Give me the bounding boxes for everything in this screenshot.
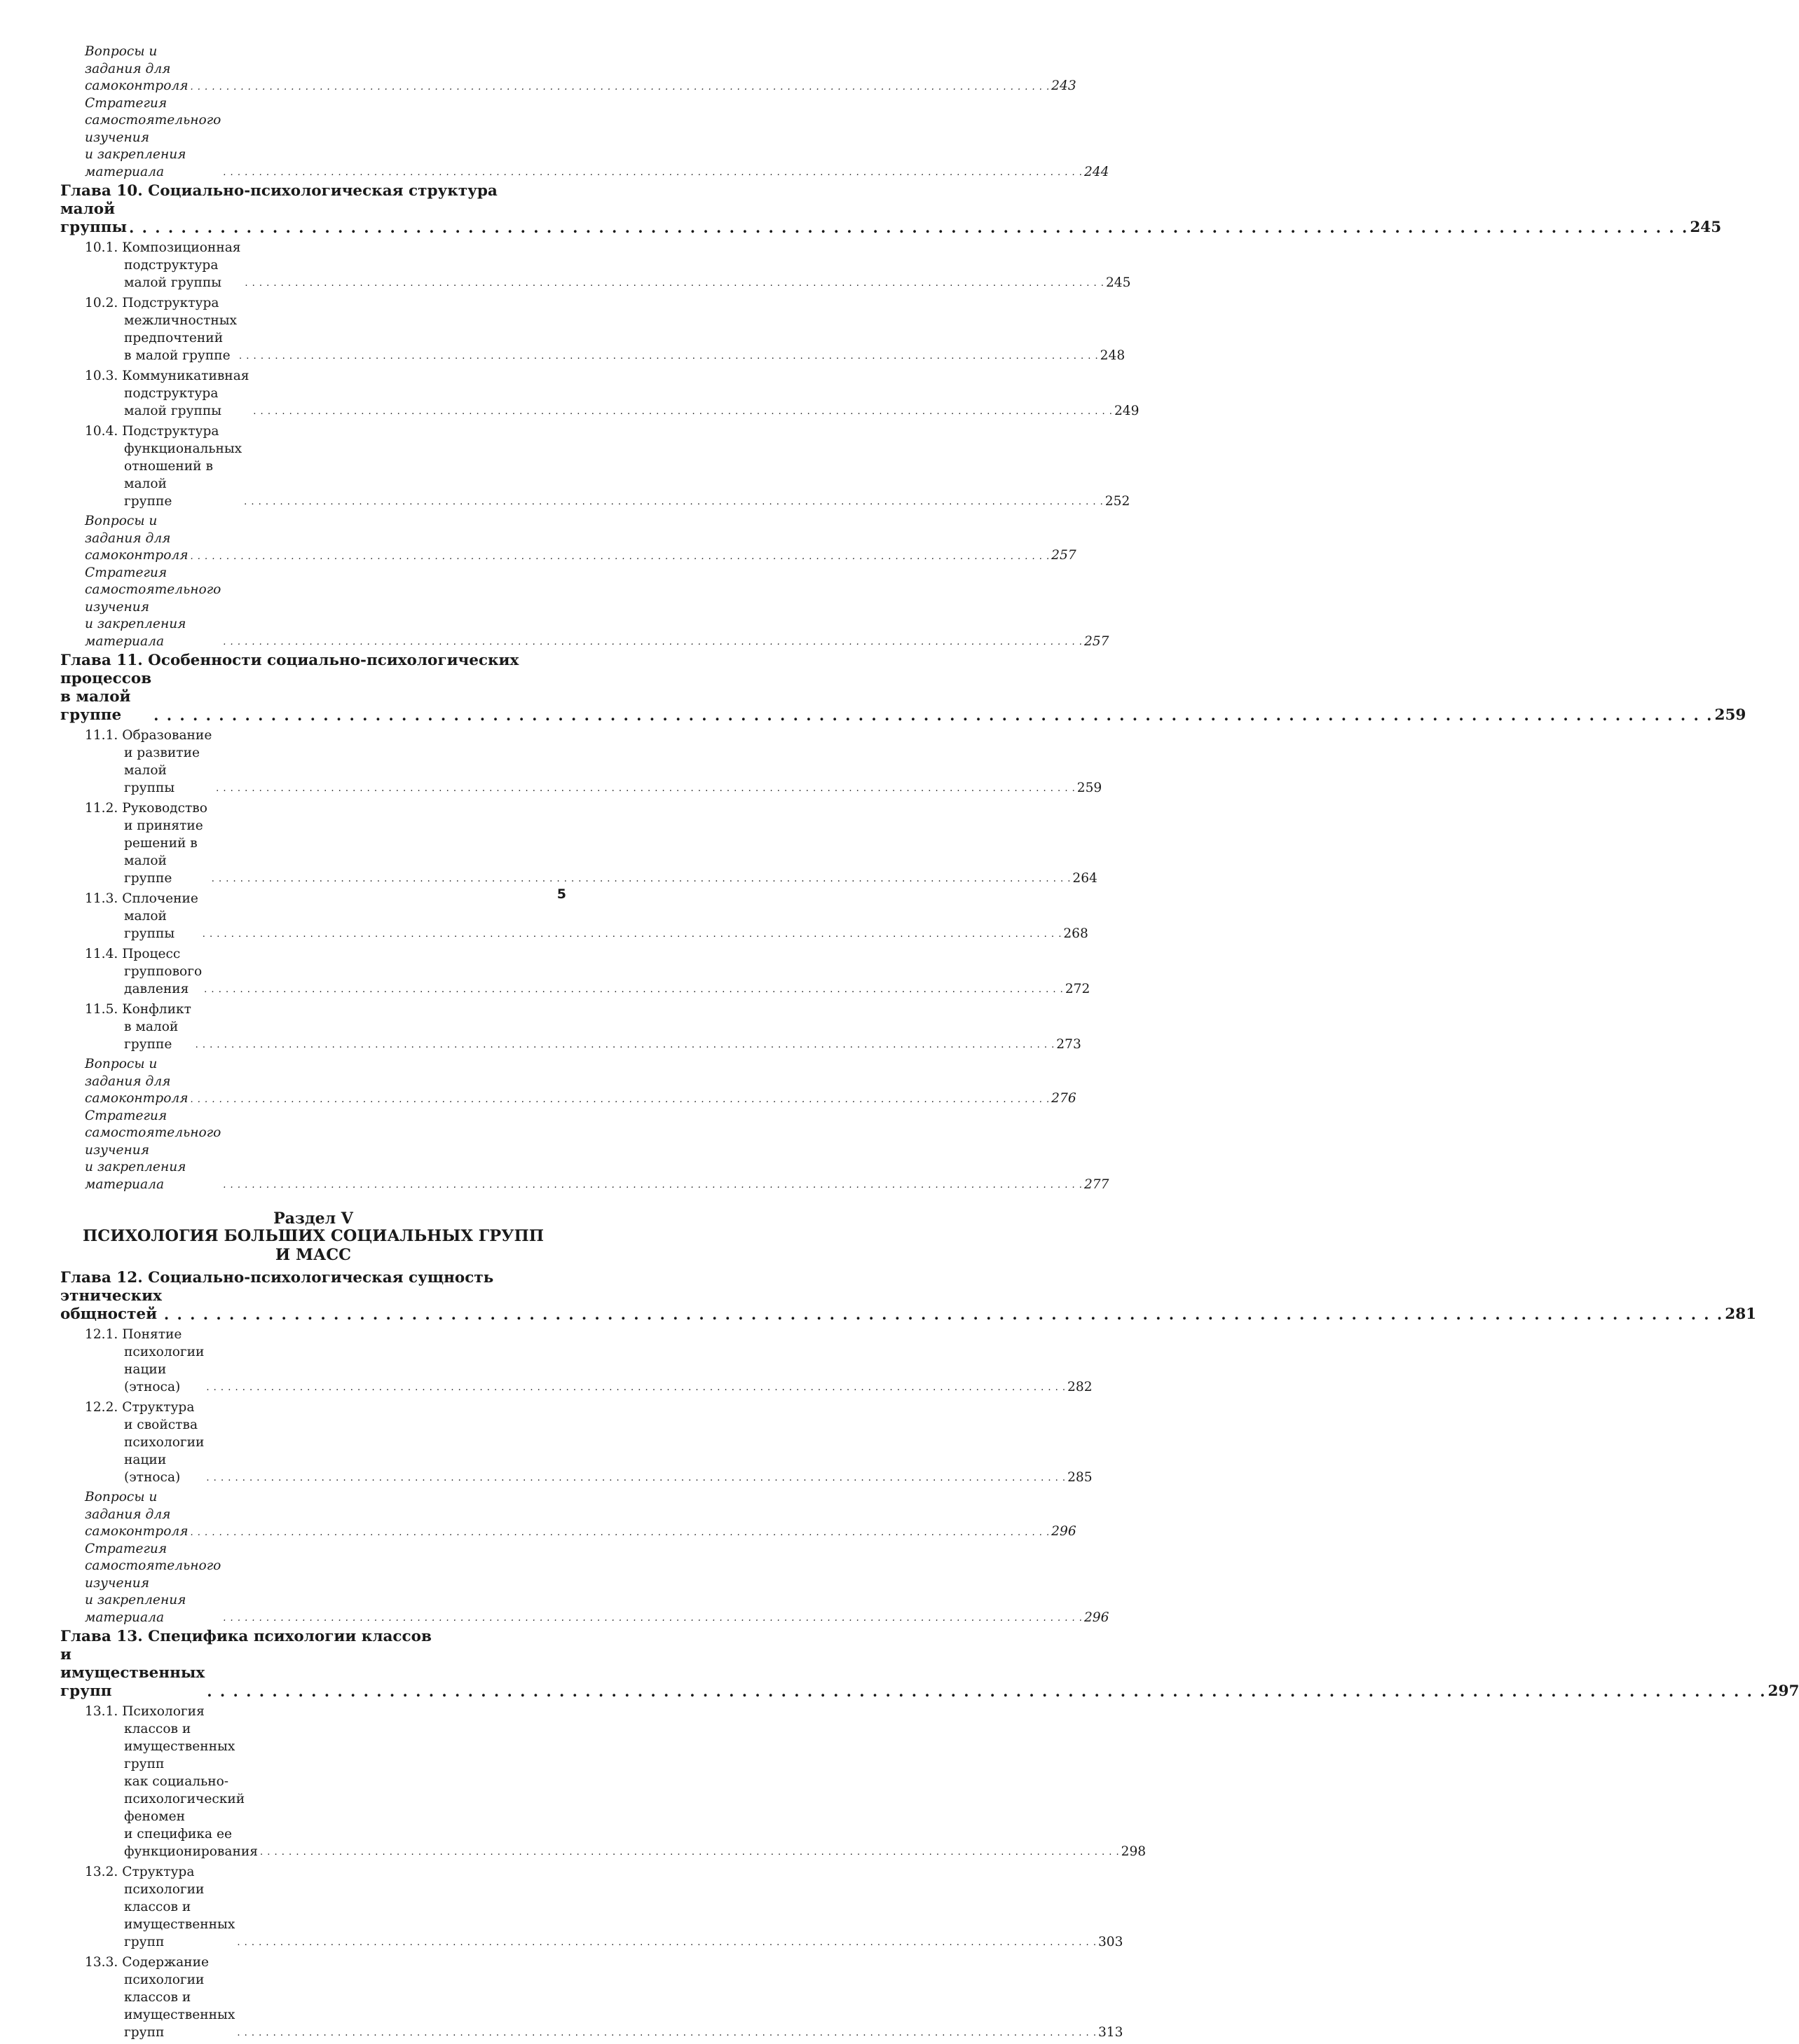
dot-leader: . . . . . . . . . . . . . . . . . . . . . . . . . . . . . . . . . . . . . . . . . . . . . . . . . . . . . . . . . . . . . . . . . . . . . . . . . . . . . . . . . . . . . . . . . . . . . . . . . . . . . . . . . . . . . . . . . . . . . . . . xyxy=(245,278,1104,289)
dot-leader: . . . . . . . . . . . . . . . . . . . . . . . . . . . . . . . . . . . . . . . . . . . . . . . . . . . . . . . . . . . . . . . . . . . . . . . . . . . . . . . . . . . . . . . . . . . . . . . . . . . . . . . . . . . . . . . . . . . . . . . . xyxy=(202,929,1062,940)
chapter-title: Глава 13. Специфика психологии классов xyxy=(60,1628,432,1645)
toc-page-number: 276 xyxy=(1051,1091,1076,1106)
part-label: Раздел V xyxy=(273,1209,353,1228)
dot-leader: . . . . . . . . . . . . . . . . . . . . . . . . . . . . . . . . . . . . . . . . . . . . . . . . . . . . . . . . . . . . . . . . . . . . . . . . . . . . . . . . . . . . . . . . . . . . . . . . . . . . . . . . . . . . . . . . . . . . . . . . xyxy=(253,406,1113,417)
toc-section-entry[interactable] xyxy=(85,945,1090,998)
toc-page-number: 259 xyxy=(1714,706,1746,724)
toc-page-number: 296 xyxy=(1083,1610,1109,1625)
toc-entry-title: малой группы xyxy=(60,200,127,236)
toc-study-entry[interactable] xyxy=(85,513,1076,565)
toc-entry-title: 10.2. Подструктура межличностных предпочтений в малой группе xyxy=(85,296,238,363)
toc-study-entry[interactable] xyxy=(85,1489,1076,1541)
toc-entry-title: 11.2. Руководство и принятие решений в малой группе xyxy=(85,801,207,886)
toc-study-entry[interactable] xyxy=(85,565,1109,651)
toc-page-number: 245 xyxy=(1105,275,1131,290)
toc-entry-title: 11.1. Образование и развитие малой группы xyxy=(85,728,212,795)
chapter-heading[interactable] xyxy=(60,1269,1757,1324)
toc-entry-title: 11.5. Конфликт в малой группе xyxy=(85,1002,191,1052)
toc-section-entry[interactable] xyxy=(85,1001,1081,1053)
dot-leader: . . . . . . . . . . . . . . . . . . . . . . . . . . . . . . . . . . . . . . . . . . . . . . . . . . . . . . . . . . . . . . . . . . . . . . . . . . . . . . . . . . . . . . . . . . . . . . . . . . . . . . . . . . . . . . . . . . . . . . . . xyxy=(163,1305,1724,1323)
toc-entry-title: 13.2. Структура психологии классов и имущественных групп xyxy=(85,1865,235,1949)
toc-study-entry[interactable] xyxy=(85,1056,1076,1108)
toc-entry-title: 10.3. Коммуникативная подструктура малой группы xyxy=(85,369,249,418)
toc-entry-title: Стратегия самостоятельного изучения и закрепления материала xyxy=(85,1108,221,1192)
toc-entry-title: Вопросы и задания для самоконтроля xyxy=(85,514,189,563)
dot-leader: . . . . . . . . . . . . . . . . . . . . . . . . . . . . . . . . . . . . . . . . . . . . . . . . . . . . . . . . . . . . . . . . . . . . . . . . . . . . . . . . . . . . . . . . . . . . . . . . . . . . . . . . . . . . . . . . . . . . . . . . xyxy=(129,219,1689,236)
dot-leader: . . . . . . . . . . . . . . . . . . . . . . . . . . . . . . . . . . . . . . . . . . . . . . . . . . . . . . . . . . . . . . . . . . . . . . . . . . . . . . . . . . . . . . . . . . . . . . . . . . . . . . . . . . . . . . . . . . . . . . . . xyxy=(206,1383,1067,1393)
dot-leader: . . . . . . . . . . . . . . . . . . . . . . . . . . . . . . . . . . . . . . . . . . . . . . . . . . . . . . . . . . . . . . . . . . . . . . . . . . . . . . . . . . . . . . . . . . . . . . . . . . . . . . . . . . . . . . . . . . . . . . . . xyxy=(211,874,1072,884)
dot-leader: . . . . . . . . . . . . . . . . . . . . . . . . . . . . . . . . . . . . . . . . . . . . . . . . . . . . . . . . . . . . . . . . . . . . . . . . . . . . . . . . . . . . . . . . . . . . . . . . . . . . . . . . . . . . . . . . . . . . . . . . xyxy=(190,81,1051,92)
toc-section-entry[interactable] xyxy=(85,890,1088,942)
dot-leader: . . . . . . . . . . . . . . . . . . . . . . . . . . . . . . . . . . . . . . . . . . . . . . . . . . . . . . . . . . . . . . . . . . . . . . . . . . . . . . . . . . . . . . . . . . . . . . . . . . . . . . . . . . . . . . . . . . . . . . . . xyxy=(237,1937,1097,1948)
toc-entry-title: 12.1. Понятие психологии нации (этноса) xyxy=(85,1327,205,1394)
toc-page-number: 303 xyxy=(1097,1935,1123,1949)
toc-section-entry[interactable] xyxy=(85,367,1140,420)
page-number: 5 xyxy=(556,886,566,902)
toc-section-entry[interactable] xyxy=(85,1326,1093,1396)
toc-entry-title: 13.3. Содержание психологии классов и имущественных групп xyxy=(85,1955,235,2040)
dot-leader: . . . . . . . . . . . . . . . . . . . . . . . . . . . . . . . . . . . . . . . . . . . . . . . . . . . . . . . . . . . . . . . . . . . . . . . . . . . . . . . . . . . . . . . . . . . . . . . . . . . . . . . . . . . . . . . . . . . . . . . . xyxy=(239,351,1099,362)
toc-entry-title: Стратегия самостоятельного изучения и закрепления материала xyxy=(85,95,221,179)
toc-page-number: 257 xyxy=(1051,548,1076,563)
toc-section-entry[interactable] xyxy=(85,1863,1123,1951)
toc-entry-title: Вопросы и задания для самоконтроля xyxy=(85,1057,189,1106)
toc-page-number: 257 xyxy=(1083,633,1109,649)
dot-leader: . . . . . . . . . . . . . . . . . . . . . . . . . . . . . . . . . . . . . . . . . . . . . . . . . . . . . . . . . . . . . . . . . . . . . . . . . . . . . . . . . . . . . . . . . . . . . . . . . . . . . . . . . . . . . . . . . . . . . . . . xyxy=(153,706,1714,724)
table-of-contents xyxy=(60,43,1799,2044)
toc-page-number: 298 xyxy=(1121,1844,1147,1859)
toc-entry-title: Вопросы и задания для самоконтроля xyxy=(85,1490,189,1539)
toc-section-entry[interactable] xyxy=(85,1399,1093,1486)
toc-section-entry[interactable] xyxy=(85,423,1130,510)
dot-leader: . . . . . . . . . . . . . . . . . . . . . . . . . . . . . . . . . . . . . . . . . . . . . . . . . . . . . . . . . . . . . . . . . . . . . . . . . . . . . . . . . . . . . . . . . . . . . . . . . . . . . . . . . . . . . . . . . . . . . . . . xyxy=(223,167,1083,178)
toc-page-number: 259 xyxy=(1076,781,1102,795)
toc-entry-title: процессов в малой группе xyxy=(60,670,152,724)
toc-page-number: 285 xyxy=(1067,1470,1093,1485)
dot-leader: . . . . . . . . . . . . . . . . . . . . . . . . . . . . . . . . . . . . . . . . . . . . . . . . . . . . . . . . . . . . . . . . . . . . . . . . . . . . . . . . . . . . . . . . . . . . . . . . . . . . . . . . . . . . . . . . . . . . . . . . xyxy=(223,1613,1083,1624)
toc-entry-title: 13.1. Психология классов и имущественных групп как социально-психологический феномен и специфика ее функционирования xyxy=(85,1704,259,1859)
toc-page-number: 277 xyxy=(1083,1177,1109,1192)
dot-leader: . . . . . . . . . . . . . . . . . . . . . . . . . . . . . . . . . . . . . . . . . . . . . . . . . . . . . . . . . . . . . . . . . . . . . . . . . . . . . . . . . . . . . . . . . . . . . . . . . . . . . . . . . . . . . . . . . . . . . . . . xyxy=(204,985,1064,995)
dot-leader: . . . . . . . . . . . . . . . . . . . . . . . . . . . . . . . . . . . . . . . . . . . . . . . . . . . . . . . . . . . . . . . . . . . . . . . . . . . . . . . . . . . . . . . . . . . . . . . . . . . . . . . . . . . . . . . . . . . . . . . . xyxy=(195,1040,1055,1050)
chapter-title: Глава 11. Особенности социально-психологических xyxy=(60,652,519,669)
chapter-heading[interactable] xyxy=(60,182,1722,237)
toc-page-number: 281 xyxy=(1725,1305,1757,1323)
toc-page-number: 244 xyxy=(1083,164,1109,179)
toc-entry-title: Вопросы и задания для самоконтроля xyxy=(85,44,189,93)
dot-leader: . . . . . . . . . . . . . . . . . . . . . . . . . . . . . . . . . . . . . . . . . . . . . . . . . . . . . . . . . . . . . . . . . . . . . . . . . . . . . . . . . . . . . . . . . . . . . . . . . . . . . . . . . . . . . . . . . . . . . . . . xyxy=(223,637,1083,647)
toc-section-entry[interactable] xyxy=(85,239,1131,291)
toc-entry-title: 12.2. Структура и свойства психологии нации (этноса) xyxy=(85,1400,205,1485)
toc-entry-title: 10.4. Подструктура функциональных отношений в малой группе xyxy=(85,424,242,509)
toc-study-entry[interactable] xyxy=(85,1108,1109,1194)
chapter-title: Глава 12. Социально-психологическая сущность xyxy=(60,1269,494,1287)
toc-study-entry[interactable] xyxy=(85,43,1076,95)
toc-page-number: 248 xyxy=(1100,348,1126,363)
toc-page-number: 268 xyxy=(1063,926,1088,941)
toc-page-number: 249 xyxy=(1114,404,1140,418)
chapter-heading[interactable] xyxy=(60,1628,1799,1701)
chapter-title: Глава 10. Социально-психологическая структура xyxy=(60,182,498,200)
dot-leader: . . . . . . . . . . . . . . . . . . . . . . . . . . . . . . . . . . . . . . . . . . . . . . . . . . . . . . . . . . . . . . . . . . . . . . . . . . . . . . . . . . . . . . . . . . . . . . . . . . . . . . . . . . . . . . . . . . . . . . . . xyxy=(244,497,1104,507)
toc-entry-title: 10.1. Композиционная подструктура малой группы xyxy=(85,240,241,290)
toc-entry-title: Стратегия самостоятельного изучения и закрепления материала xyxy=(85,565,221,649)
toc-entry-row[interactable] xyxy=(60,670,1746,725)
toc-section-entry[interactable] xyxy=(85,727,1102,797)
toc-page-number: 313 xyxy=(1097,2025,1123,2040)
toc-page-number: 264 xyxy=(1072,871,1097,886)
dot-leader: . . . . . . . . . . . . . . . . . . . . . . . . . . . . . . . . . . . . . . . . . . . . . . . . . . . . . . . . . . . . . . . . . . . . . . . . . . . . . . . . . . . . . . . . . . . . . . . . . . . . . . . . . . . . . . . . . . . . . . . . xyxy=(206,1473,1067,1483)
dot-leader: . . . . . . . . . . . . . . . . . . . . . . . . . . . . . . . . . . . . . . . . . . . . . . . . . . . . . . . . . . . . . . . . . . . . . . . . . . . . . . . . . . . . . . . . . . . . . . . . . . . . . . . . . . . . . . . . . . . . . . . . xyxy=(190,1094,1051,1105)
toc-entry-title: 11.4. Процесс группового давления xyxy=(85,947,203,996)
chapter-heading[interactable] xyxy=(60,652,1746,725)
toc-page-number: 297 xyxy=(1767,1682,1799,1700)
toc-section-entry[interactable] xyxy=(85,1703,1147,1860)
toc-entry-row[interactable] xyxy=(60,1287,1757,1324)
toc-section-entry[interactable] xyxy=(85,294,1126,364)
toc-entry-title: 11.3. Сплочение малой группы xyxy=(85,891,198,941)
toc-page-number: 273 xyxy=(1056,1037,1081,1052)
toc-entry-title: Стратегия самостоятельного изучения и закрепления материала xyxy=(85,1541,221,1625)
toc-section-entry[interactable] xyxy=(85,1954,1123,2041)
toc-page-number: 245 xyxy=(1690,219,1722,236)
toc-section-entry[interactable] xyxy=(85,800,1097,887)
toc-page-number: 243 xyxy=(1051,78,1076,93)
dot-leader: . . . . . . . . . . . . . . . . . . . . . . . . . . . . . . . . . . . . . . . . . . . . . . . . . . . . . . . . . . . . . . . . . . . . . . . . . . . . . . . . . . . . . . . . . . . . . . . . . . . . . . . . . . . . . . . . . . . . . . . . xyxy=(190,1527,1051,1538)
toc-study-entry[interactable] xyxy=(85,95,1109,181)
dot-leader: . . . . . . . . . . . . . . . . . . . . . . . . . . . . . . . . . . . . . . . . . . . . . . . . . . . . . . . . . . . . . . . . . . . . . . . . . . . . . . . . . . . . . . . . . . . . . . . . . . . . . . . . . . . . . . . . . . . . . . . . xyxy=(216,783,1076,794)
dot-leader: . . . . . . . . . . . . . . . . . . . . . . . . . . . . . . . . . . . . . . . . . . . . . . . . . . . . . . . . . . . . . . . . . . . . . . . . . . . . . . . . . . . . . . . . . . . . . . . . . . . . . . . . . . . . . . . . . . . . . . . . xyxy=(190,551,1051,562)
toc-entry-row[interactable] xyxy=(60,1646,1799,1701)
part-title: ПСИХОЛОГИЯ БОЛЬШИХ СОЦИАЛЬНЫХ ГРУПП И МАСС xyxy=(83,1227,544,1264)
toc-study-entry[interactable] xyxy=(85,1541,1109,1627)
dot-leader: . . . . . . . . . . . . . . . . . . . . . . . . . . . . . . . . . . . . . . . . . . . . . . . . . . . . . . . . . . . . . . . . . . . . . . . . . . . . . . . . . . . . . . . . . . . . . . . . . . . . . . . . . . . . . . . . . . . . . . . . xyxy=(260,1847,1120,1858)
toc-entry-title: этнических общностей xyxy=(60,1287,162,1323)
toc-entry-title: и имущественных групп xyxy=(60,1646,205,1700)
dot-leader: . . . . . . . . . . . . . . . . . . . . . . . . . . . . . . . . . . . . . . . . . . . . . . . . . . . . . . . . . . . . . . . . . . . . . . . . . . . . . . . . . . . . . . . . . . . . . . . . . . . . . . . . . . . . . . . . . . . . . . . . xyxy=(223,1180,1083,1191)
dot-leader: . . . . . . . . . . . . . . . . . . . . . . . . . . . . . . . . . . . . . . . . . . . . . . . . . . . . . . . . . . . . . . . . . . . . . . . . . . . . . . . . . . . . . . . . . . . . . . . . . . . . . . . . . . . . . . . . . . . . . . . . xyxy=(207,1682,1767,1700)
dot-leader: . . . . . . . . . . . . . . . . . . . . . . . . . . . . . . . . . . . . . . . . . . . . . . . . . . . . . . . . . . . . . . . . . . . . . . . . . . . . . . . . . . . . . . . . . . . . . . . . . . . . . . . . . . . . . . . . . . . . . . . . xyxy=(237,2028,1097,2038)
toc-entry-row[interactable] xyxy=(60,200,1722,237)
part-heading xyxy=(60,1210,566,1265)
toc-page-number: 296 xyxy=(1051,1524,1076,1539)
toc-page-number: 252 xyxy=(1104,494,1130,509)
toc-page-number: 282 xyxy=(1067,1380,1093,1394)
toc-page-number: 272 xyxy=(1065,982,1090,996)
